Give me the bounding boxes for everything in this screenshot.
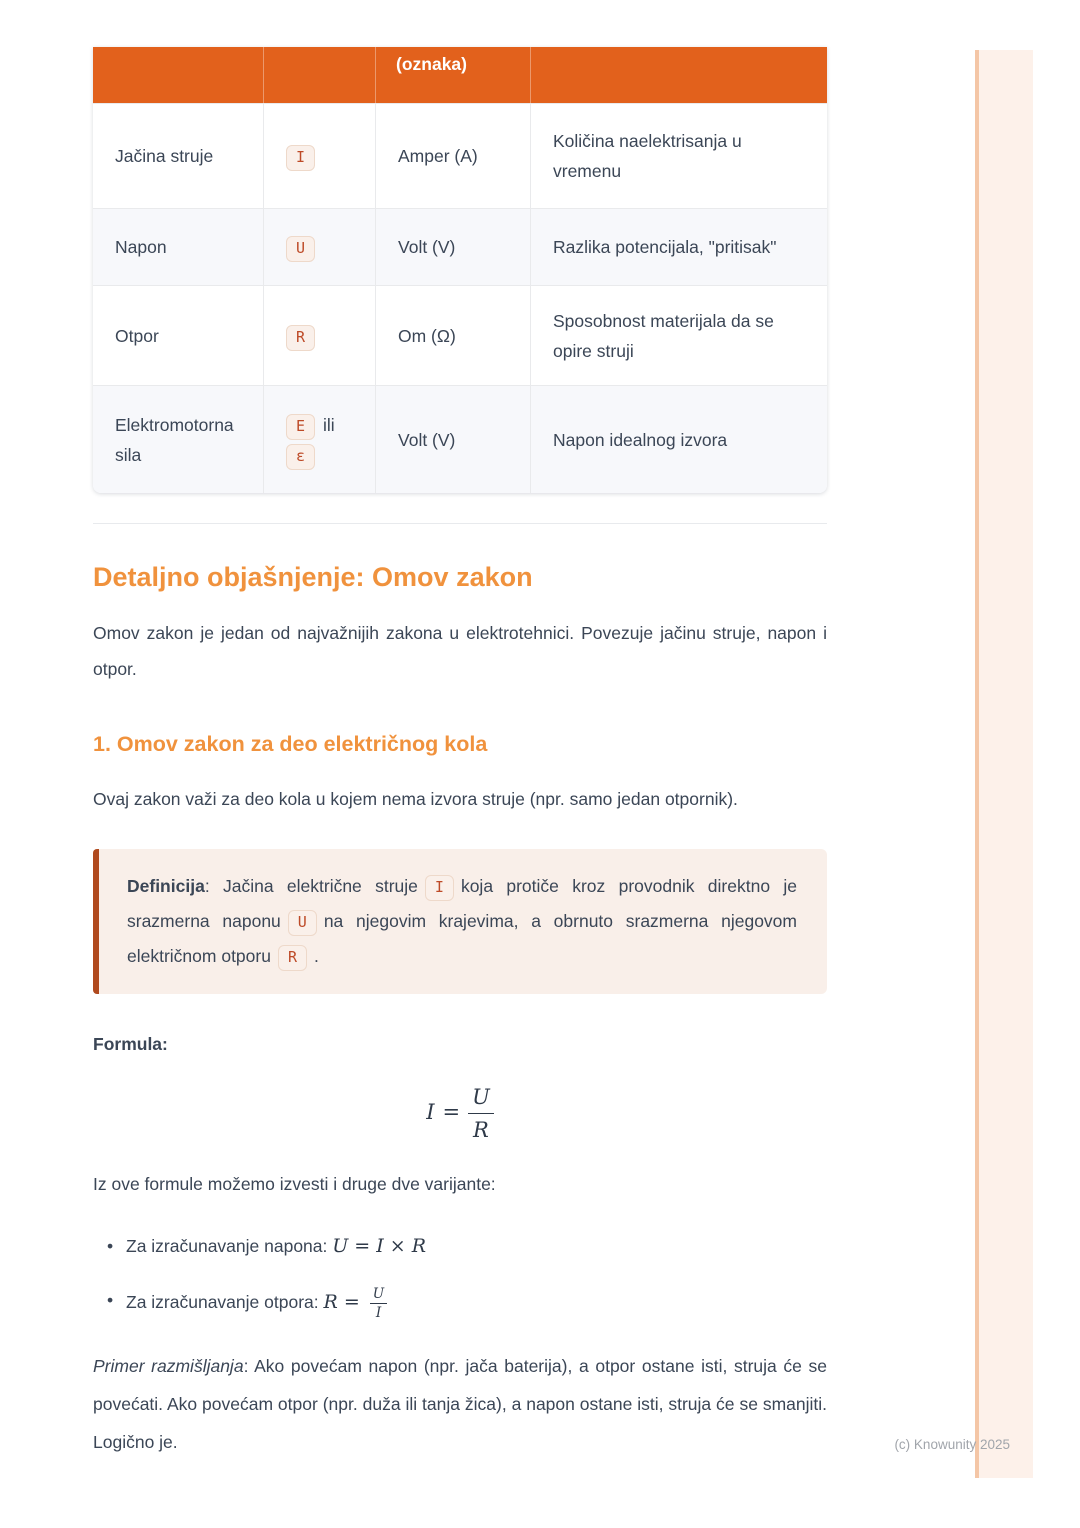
list-item <box>107 1232 827 1260</box>
symbol-separator: ili <box>323 414 335 435</box>
symbol-badge: R <box>278 945 307 971</box>
scope-paragraph: Ovaj zakon važi za deo kola u kojem nema izvora struje (npr. samo jedan otpornik). <box>93 789 738 809</box>
symbol-badge: I <box>425 875 454 901</box>
copyright-footer: (c) Knowunity 2025 <box>894 1437 1010 1452</box>
definition-label: Definicija <box>127 876 205 896</box>
quantity-unit: Om (Ω) <box>375 286 530 385</box>
formula-label: Formula: <box>93 1034 168 1054</box>
quantity-description: Napon idealnog izvora <box>530 386 827 493</box>
section-heading: Detaljno objašnjenje: Omov zakon <box>93 562 533 592</box>
quantity-unit: Volt (V) <box>375 386 530 493</box>
quantity-symbol-cell <box>263 286 375 385</box>
quantity-description: Razlika potencijala, "pritisak" <box>530 209 827 285</box>
quantities-table <box>93 47 827 493</box>
symbol-badge: U <box>288 910 317 936</box>
formula-lhs: I <box>426 1100 435 1124</box>
table-row <box>93 103 827 208</box>
example-paragraph <box>93 1347 827 1461</box>
definition-text: : Jačina električne struje <box>204 876 418 896</box>
definition-callout <box>93 849 827 994</box>
variant-denominator: I <box>375 1305 382 1321</box>
section-divider <box>93 523 827 524</box>
symbol-badge: U <box>286 236 315 262</box>
quantity-name: Elektromotorna sila <box>115 414 234 465</box>
quantity-description: Količina naelektrisanja u vremenu <box>530 104 827 208</box>
formula-equals: = <box>442 1100 461 1124</box>
variant-text: Za izračunavanje napona: <box>126 1236 333 1256</box>
table-row <box>93 208 827 285</box>
formula-fraction <box>468 1085 494 1142</box>
table-header-row <box>93 47 827 103</box>
intro-paragraph: Omov zakon je jedan od najvažnijih zakona u elektrotehnici. Povezuje jačinu struje, napon i otpor. <box>93 623 827 679</box>
table-header-description <box>530 47 827 103</box>
ohms-law-formula <box>93 1085 827 1142</box>
variant-text: Za izračunavanje otpora: <box>126 1292 324 1313</box>
quantity-name: Otpor <box>115 325 159 346</box>
quantity-symbol-cell <box>263 104 375 208</box>
symbol-badge: E <box>286 414 315 440</box>
variant-fraction <box>370 1286 387 1321</box>
symbol-badge: I <box>286 145 315 171</box>
page-edge-strip <box>975 50 1033 1478</box>
quantity-symbol-cell <box>263 209 375 285</box>
table-header-unit: (oznaka) <box>375 47 530 103</box>
definition-text: koja protiče kroz provodnik direktno je srazmerna naponu <box>127 876 797 931</box>
list-item <box>107 1286 827 1321</box>
definition-text: . <box>314 946 319 966</box>
example-text: : Ako povećam napon (npr. jača baterija), a otpor ostane isti, struja će se povećati. Ako povećam otpor (npr. duža ili tanja žica), a napon ostane isti, struja će se smanjiti. Logično je. <box>93 1356 827 1452</box>
table-row <box>93 385 827 493</box>
quantity-unit: Volt (V) <box>375 209 530 285</box>
variants-intro: Iz ove formule možemo izvesti i druge dve varijante: <box>93 1174 496 1194</box>
quantity-name: Napon <box>115 237 167 257</box>
formula-denominator: R <box>473 1118 489 1142</box>
formula-variants-list <box>93 1232 827 1321</box>
formula-numerator: U <box>468 1085 494 1114</box>
table-row <box>93 285 827 385</box>
subsection-heading: 1. Omov zakon za deo električnog kola <box>93 732 488 756</box>
table-header-symbol <box>263 47 375 103</box>
page-content <box>93 47 827 1461</box>
quantity-name: Jačina struje <box>115 146 214 166</box>
symbol-badge: ε <box>286 444 315 470</box>
definition-text: na njegovim krajevima, a obrnuto srazmerna njegovom električnom otporu <box>127 911 797 966</box>
symbol-badge: R <box>286 325 315 351</box>
variant-formula-prefix: R = <box>323 1291 366 1314</box>
variant-numerator: U <box>370 1286 387 1304</box>
example-lead: Primer razmišljanja <box>93 1356 244 1376</box>
quantity-unit: Amper (A) <box>375 104 530 208</box>
table-header-quantity <box>93 47 263 103</box>
quantity-description: Sposobnost materijala da se opire struji <box>530 286 827 385</box>
variant-formula: U = I × R <box>332 1235 427 1257</box>
quantity-symbol-cell <box>263 386 375 493</box>
